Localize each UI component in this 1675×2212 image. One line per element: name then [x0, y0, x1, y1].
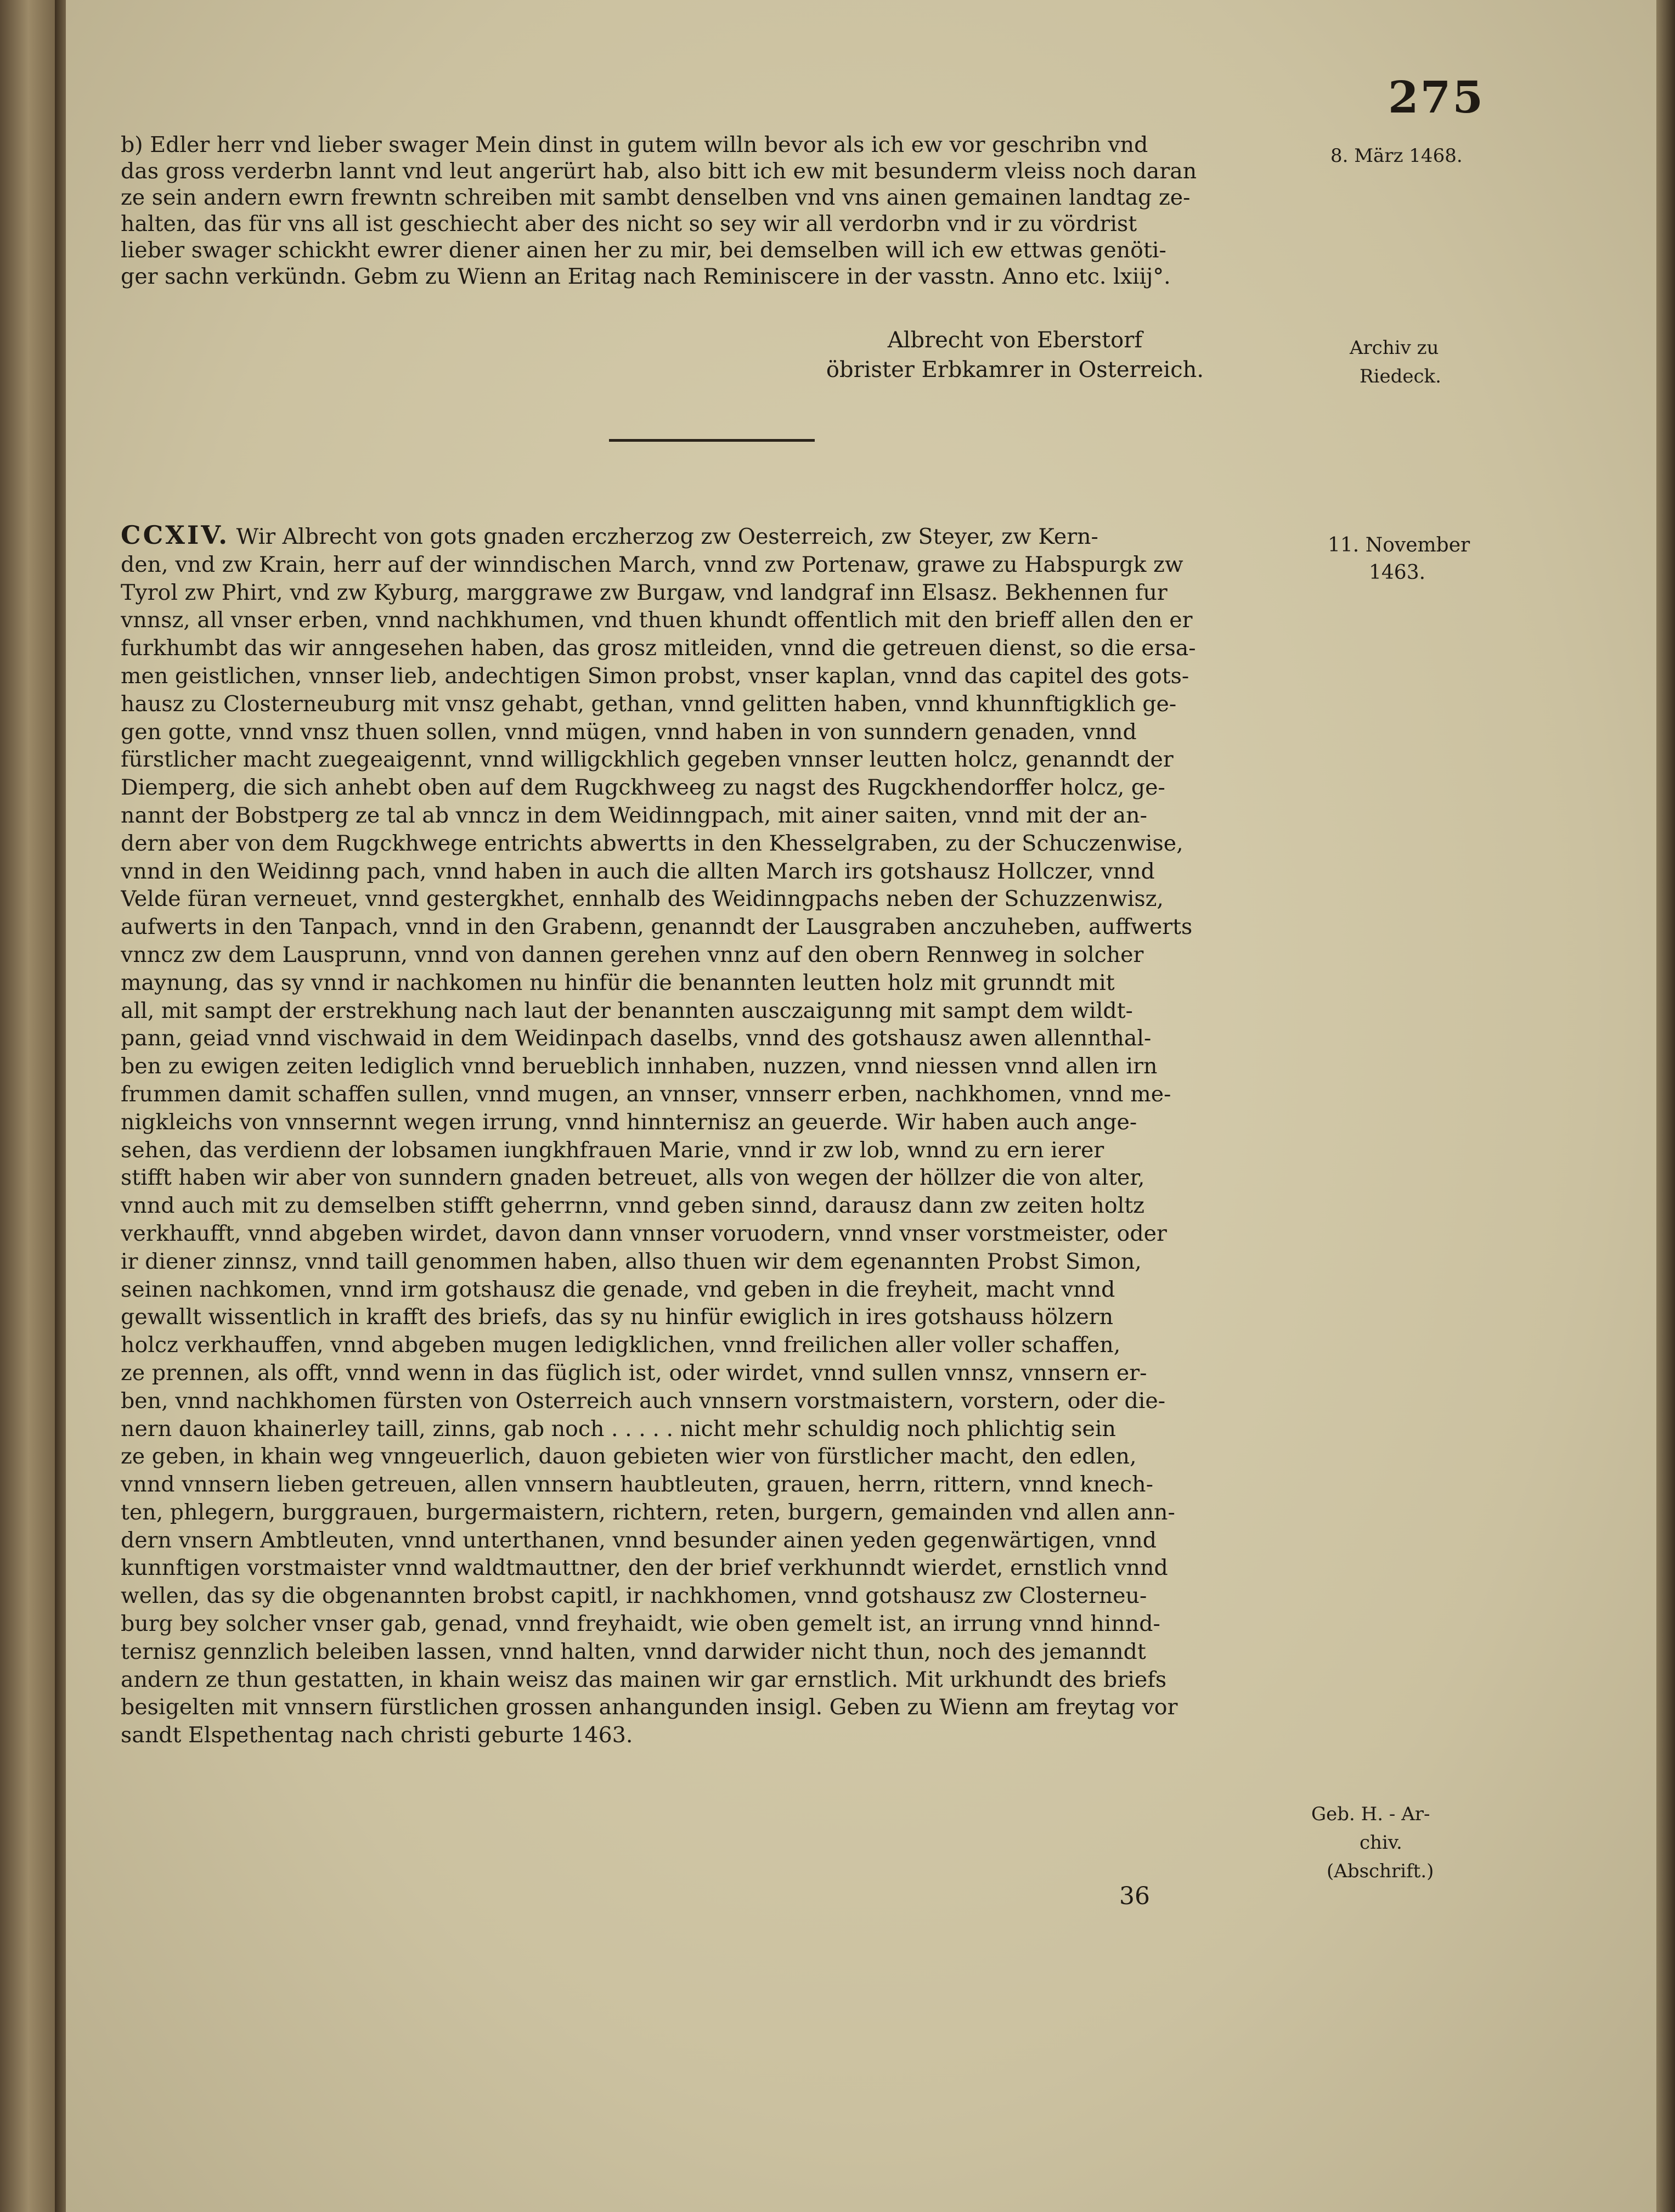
text-line: ten, phlegern, burggrauen, burgermaistern, richtern, reten, burgern, gemainden vnd allen ann-: [121, 1499, 1175, 1525]
page-number: 275: [1388, 71, 1485, 123]
right-page-edge: [1656, 0, 1675, 2212]
text-line: Diemperg, die sich anhebt oben auf dem Rugckhweeg zu nagst des Rugckhendorffer holcz, ge-: [121, 775, 1165, 801]
text-line: Velde füran verneuet, vnnd gestergkhet, ennhalb des Weidinngpachs neben der Schuzzenwisz,: [121, 886, 1164, 912]
text-line: ternisz gennzlich beleiben lassen, vnnd halten, vnnd darwider nicht thun, noch des jemanndt: [121, 1639, 1146, 1664]
text-line: holcz verkhauffen, vnnd abgeben mugen ledigklichen, vnnd freilichen aller voller schaffen,: [121, 1332, 1121, 1358]
document-ccxiv-first-line: [121, 521, 1317, 551]
text-line: nigkleichs von vnnsernnt wegen irrung, vnnd hinnternisz an geuerde. Wir haben auch ange-: [121, 1109, 1137, 1135]
text-line: das gross verderbn lannt vnd leut angerürt hab, also bitt ich ew mit besunderm vleiss noch daran: [121, 159, 1197, 184]
text-line: andern ze thun gestatten, in khain weisz das mainen wir gar ernstlich. Mit urkhundt des briefs: [121, 1667, 1167, 1692]
margin-date-214-line2: 1463.: [1369, 561, 1426, 584]
text-line: sehen, das verdienn der lobsamen iungkhfrauen Marie, vnnd ir zw lob, wnnd zu ern ierer: [121, 1137, 1104, 1163]
margin-date-214-line1: 11. November: [1328, 534, 1470, 556]
text-line: ze prennen, als offt, vnnd wenn in das füglich ist, oder wirdet, vnnd sullen vnnsz, vnnsern er-: [121, 1360, 1147, 1386]
text-line: vnnd in den Weidinng pach, vnnd haben in auch die allten March irs gotshausz Hollczer, vnnd: [121, 858, 1155, 884]
signature-mark: 36: [1119, 1882, 1150, 1910]
text-line: men geistlichen, vnnser lieb, andechtigen Simon probst, vnser kaplan, vnnd das capitel des gots-: [121, 663, 1189, 689]
text-line: nern dauon khainerley taill, zinns, gab noch . . . . . nicht mehr schuldig noch phlichtig sein: [121, 1416, 1116, 1442]
text-line: dern vnsern Ambtleuten, vnnd unterthanen, vnnd besunder ainen yeden gegenwärtigen, vnnd: [121, 1527, 1157, 1553]
text-line: ger sachn verkündn. Gebm zu Wienn an Eritag nach Reminiscere in der vasstn. Anno etc. lxiij°.: [121, 264, 1171, 289]
text-line: verkhaufft, vnnd abgeben wirdet, davon dann vnnser voruodern, vnnd vnser vorstmeister, oder: [121, 1220, 1167, 1246]
text-line: den, vnd zw Krain, herr auf der winndischen March, vnnd zw Portenaw, grawe zu Habspurgk zw: [121, 551, 1183, 577]
document-b-text: [121, 132, 1317, 290]
text-line: maynung, das sy vnnd ir nachkomen nu hinfür die benannten leutten holz mit grunndt mit: [121, 970, 1115, 995]
text-line: gen gotte, vnnd vnsz thuen sollen, vnnd mügen, vnnd haben in von sunndern genaden, vnnd: [121, 719, 1137, 745]
text-line: pann, geiad vnnd vischwaid in dem Weidinpach daselbs, vnnd des gotshausz awen allennthal-: [121, 1026, 1152, 1051]
margin-source-214-line2: chiv.: [1360, 1832, 1402, 1854]
text-line: dern aber von dem Rugckhwege entrichts abwertts in den Khesselgraben, zu der Schuczenwise,: [121, 830, 1183, 856]
text-line: vnnd vnnsern lieben getreuen, allen vnnsern haubtleuten, grauen, herrn, rittern, vnnd knech-: [121, 1472, 1153, 1498]
text-line: fürstlicher macht zuegeaigennt, vnnd willigckhlich gegeben vnnser leutten holcz, genanndt der: [121, 747, 1174, 773]
text-line: nannt der Bobstperg ze tal ab vnncz in dem Weidinngpach, mit ainer saiten, vnnd mit der an-: [121, 802, 1147, 828]
margin-source-b-line2: Riedeck.: [1360, 365, 1441, 387]
left-page-edge: [0, 0, 63, 2212]
text-line: hausz zu Closterneuburg mit vnsz gehabt, gethan, vnnd gelitten haben, vnnd khunnftigklich ge-: [121, 691, 1177, 717]
document-ccxiv-opening: Wir Albrecht von gots gnaden erczherzog zw Oesterreich, zw Steyer, zw Kern-: [236, 524, 1098, 549]
margin-date-b: 8. März 1468.: [1330, 145, 1463, 167]
text-line: b) Edler herr vnd lieber swager Mein dinst in gutem willn bevor als ich ew vor geschribn vnd: [121, 132, 1148, 157]
text-line: halten, das für vns all ist geschiecht aber des nicht so sey wir all verdorbn vnd ir zu vördrist: [121, 211, 1137, 237]
signature-title: öbrister Erbkamrer in Osterreich.: [826, 357, 1204, 382]
text-line: sandt Elspethentag nach christi geburte 1463.: [121, 1723, 633, 1748]
text-line: wellen, das sy die obgenannten brobst capitl, ir nachkhomen, vnnd gotshausz zw Closterneu-: [121, 1583, 1147, 1609]
text-line: all, mit sampt der erstrekhung nach laut der benannten ausczaigunng mit sampt dem wildt-: [121, 998, 1133, 1023]
text-line: furkhumbt das wir anngesehen haben, das grosz mitleiden, vnnd die getreuen dienst, so die ersa-: [121, 635, 1196, 661]
text-line: gewallt wissentlich in krafft des briefs, das sy nu hinfür ewiglich in ires gotshauss hölzern: [121, 1304, 1114, 1330]
signature-name: Albrecht von Eberstorf: [887, 328, 1143, 353]
text-line: ben, vnnd nachkhomen fürsten von Osterreich auch vnnsern vorstmaistern, vorstern, oder die-: [121, 1388, 1166, 1414]
text-line: kunnftigen vorstmaister vnnd waldtmauttner, den der brief verkhunndt wierdet, ernstlich vnnd: [121, 1555, 1168, 1581]
margin-source-214-line3: (Abschrift.): [1327, 1860, 1434, 1882]
text-line: vnnd auch mit zu demselben stifft geherrnn, vnnd geben sinnd, darausz dann zw zeiten holtz: [121, 1193, 1144, 1219]
margin-source-214-line1: Geb. H. - Ar-: [1311, 1803, 1430, 1825]
text-line: vnncz zw dem Lausprunn, vnnd von dannen gerehen vnnz auf den obern Rennweg in solcher: [121, 942, 1144, 967]
margin-source-b-line1: Archiv zu: [1350, 337, 1439, 359]
text-line: aufwerts in den Tanpach, vnnd in den Grabenn, genanndt der Lausgraben anczuheben, auffwerts: [121, 914, 1193, 940]
text-line: Tyrol zw Phirt, vnd zw Kyburg, marggrawe zw Burgaw, vnd landgraf inn Elsasz. Bekhennen fur: [121, 579, 1168, 605]
text-line: lieber swager schickht ewrer diener ainen her zu mir, bei demselben will ich ew ettwas genöti-: [121, 238, 1166, 263]
text-line: frummen damit schaffen sullen, vnnd mugen, an vnnser, vnnserr erben, nachkhomen, vnnd me-: [121, 1081, 1171, 1107]
text-line: vnnsz, all vnser erben, vnnd nachkhumen, vnd thuen khundt offentlich mit den brieff allen den er: [121, 607, 1193, 633]
text-line: ze geben, in khain weg vnngeuerlich, dauon gebieten wier von fürstlicher macht, den edlen,: [121, 1444, 1137, 1470]
text-line: ben zu ewigen zeiten lediglich vnnd berueblich innhaben, nuzzen, vnnd niessen vnnd allen irn: [121, 1054, 1158, 1079]
text-line: ir diener zinnsz, vnnd taill genommen haben, allso thuen wir dem egenannten Probst Simon,: [121, 1248, 1142, 1274]
section-divider: [609, 439, 815, 442]
document-ccxiv-text: [121, 521, 1317, 1749]
text-line: seinen nachkomen, vnnd irm gotshausz die genade, vnd geben in die freyheit, macht vnnd: [121, 1276, 1115, 1302]
text-line: ze sein andern ewrn frewntn schreiben mit sambt denselben vnd vns ainen gemainen landtag ze-: [121, 185, 1191, 210]
document-number: CCXIV.: [121, 521, 230, 550]
text-line: besigelten mit vnnsern fürstlichen grossen anhangunden insigl. Geben zu Wienn am freytag vor: [121, 1695, 1178, 1720]
text-line: stifft haben wir aber von sunndern gnaden betreuet, alls von wegen der höllzer die von alter,: [121, 1165, 1145, 1191]
text-line: burg bey solcher vnser gab, genad, vnnd freyhaidt, wie oben gemelt ist, an irrung vnnd hinnd-: [121, 1611, 1160, 1637]
